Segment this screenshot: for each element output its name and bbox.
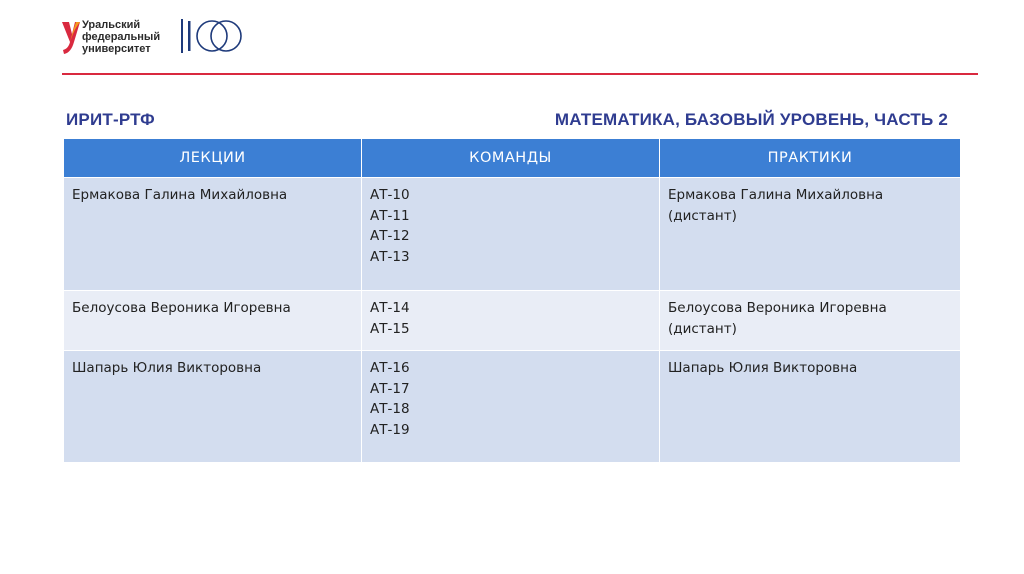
practice-cell [660, 178, 961, 291]
header-divider [62, 73, 978, 75]
team-code: АТ-15 [370, 320, 410, 337]
practice-teacher: Шапарь Юлия Викторовна [668, 360, 858, 376]
column-header-lectures: ЛЕКЦИИ [64, 139, 362, 178]
team-code: АТ-19 [370, 421, 410, 438]
lecturer-cell: Ермакова Галина Михайловна [64, 178, 362, 291]
table-row [64, 291, 961, 351]
teams-cell [362, 291, 660, 351]
column-header-practice: ПРАКТИКИ [660, 139, 961, 178]
table-row [64, 351, 961, 463]
course-title: МАТЕМАТИКА, БАЗОВЫЙ УРОВЕНЬ, ЧАСТЬ 2 [554, 110, 948, 129]
practice-teacher: Ермакова Галина Михайловна [668, 187, 884, 203]
practice-mode: (дистант) [668, 207, 737, 224]
logo-text [82, 19, 172, 55]
practice-cell [660, 351, 961, 463]
lecturer-cell: Белоусова Вероника Игоревна [64, 291, 362, 351]
team-code: АТ-17 [370, 380, 410, 397]
urfu-mark-icon [60, 18, 82, 56]
table-header-row [64, 139, 961, 178]
practice-cell [660, 291, 961, 351]
teams-cell [362, 178, 660, 291]
schedule-table [63, 138, 961, 463]
logo-line: университет [82, 43, 151, 55]
team-code: АТ-12 [370, 228, 410, 244]
team-code: АТ-11 [370, 207, 410, 224]
column-header-teams: КОМАНДЫ [362, 139, 660, 178]
teams-cell [362, 351, 660, 463]
logo-divider [181, 19, 183, 53]
practice-teacher: Белоусова Вероника Игоревна [668, 300, 887, 316]
logo-line: федеральный [82, 31, 161, 43]
team-code: АТ-18 [370, 401, 410, 417]
team-code: АТ-10 [370, 187, 410, 203]
table-row [64, 178, 961, 291]
team-code: АТ-16 [370, 360, 410, 376]
anniversary-100-icon [184, 16, 248, 56]
logo-line: Уральский [82, 19, 141, 31]
institute-title: ИРИТ-РТФ [66, 110, 155, 129]
team-code: АТ-14 [370, 300, 410, 316]
lecturer-cell: Шапарь Юлия Викторовна [64, 351, 362, 463]
team-code: АТ-13 [370, 248, 410, 265]
practice-mode: (дистант) [668, 320, 737, 337]
